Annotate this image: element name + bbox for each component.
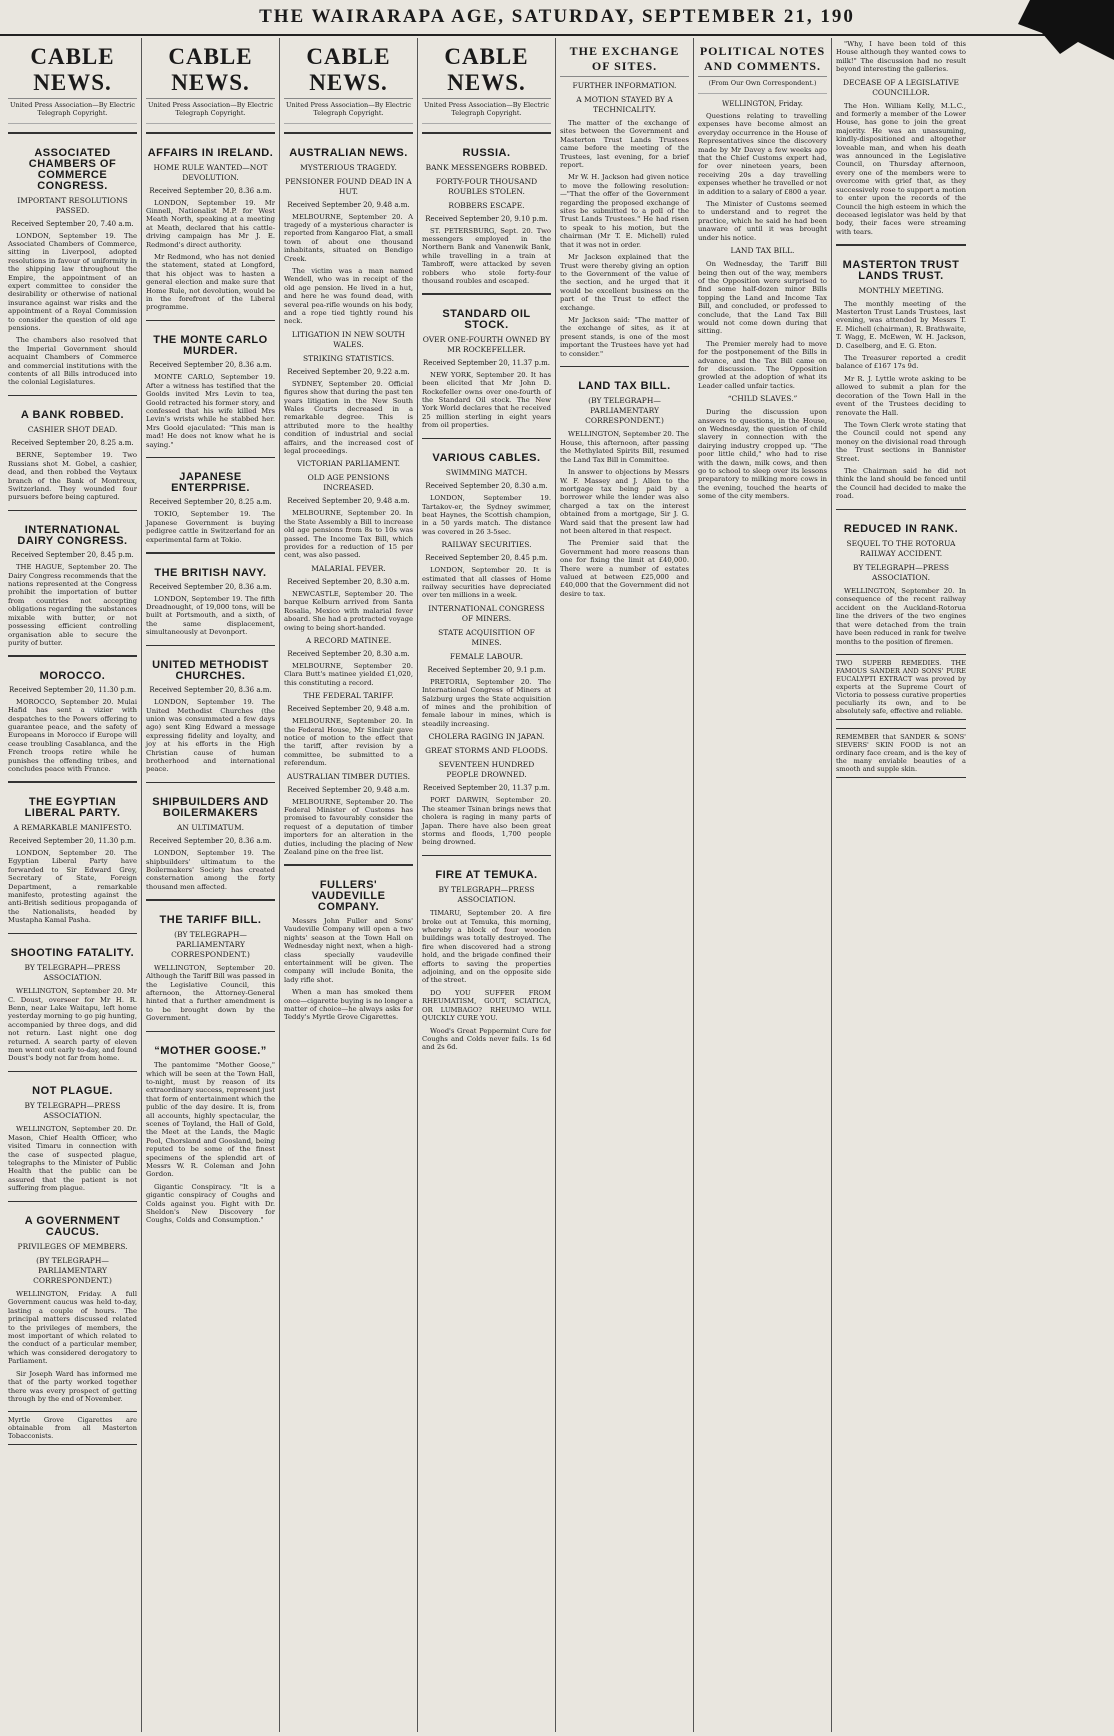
article-subheadline: DECEASE OF A LEGISLATIVE COUNCILLOR. <box>842 77 960 97</box>
article-paragraph: "Why, I have been told of this House although they wanted cows to milk!" The discussion had no result beyond interesting the galleries. <box>836 40 966 74</box>
article-paragraph: MONTE CARLO, September 19. After a witness has testified that the Goolds invited Mrs Levin to tea, Goold retracted his former story, and confessed that his wife killed Mrs Levin's wrists while he stabbed her. Mrs Goold ejaculated: "This man is mad! He does not know what he is saying." <box>146 373 275 449</box>
dateline: Received September 20, 9.48 a.m. <box>287 200 410 209</box>
section-rule <box>284 132 413 134</box>
article-subheadline: GREAT STORMS AND FLOODS. <box>425 746 548 756</box>
article-paragraph: WELLINGTON, September 20. Mr C. Doust, overseer for Mr H. R. Benn, near Lake Waitapu, left home yesterday morning to go pig hunting, accompanied by three dogs, and did not return. Last night one dog returned. A search party of eleven men went out early to-day, and found Doust's body not far from home. <box>8 987 137 1063</box>
dateline: Received September 20, 8.45 p.m. <box>11 551 134 560</box>
dateline: Received September 20, 9.48 a.m. <box>287 497 410 506</box>
section-rule <box>836 509 966 511</box>
article-subheadline: RAILWAY SECURITIES. <box>441 540 532 550</box>
section-rule <box>8 933 137 935</box>
article-paragraph: During the discussion upon answers to questions, in the House, on Wednesday, the question of child slavery in connection with the dairying industry cropped up. "The poor little child," who had to rise with the dawn, milk cows, and then go to school to sleep over its lessons preparatory to milking more cows in the evening, touched the hearts of some of the city members. <box>698 408 827 501</box>
dateline: Received September 20, 9.22 a.m. <box>287 367 410 376</box>
article-paragraph: THE HAGUE, September 20. The Dairy Congress recommends that the nations represented at the Congress prohibit the importation of butter from countries not accepting obligations regarding the substances mixable with butter, or not possessing efficient controlling organisation able to secure the purity of butter. <box>8 563 137 647</box>
dateline: Received September 20, 8.30 a.m. <box>425 482 548 491</box>
article-subheadline: A MOTION STAYED BY A TECHNICALITY. <box>576 95 673 114</box>
column-heading: THE EXCHANGE OF SITES. <box>560 38 689 77</box>
article-paragraph: Wood's Great Peppermint Cure for Coughs and Colds never fails. 1s 6d and 2s 6d. <box>422 1026 551 1052</box>
dateline: Received September 20, 8.36 a.m. <box>149 582 272 591</box>
article-paragraph: Mr Jackson explained that the Trust were thereby giving an option to the Government of the value of the section, and he urged that it would be excellent business on the part of the Trust to effect the exchange. <box>560 253 689 312</box>
section-rule <box>560 366 689 368</box>
dateline: WELLINGTON, Friday. <box>722 100 803 108</box>
article-paragraph: The Premier merely had to move for the postponement of the Bills in advance, and the Tax Bill came on for discussion. The Opposition growled at the adoption of what its Leader called unfair tactics. <box>698 339 827 390</box>
article-headline: A GOVERNMENT CAUCUS. <box>24 1215 121 1239</box>
masthead: THE WAIRARAPA AGE, SATURDAY, SEPTEMBER 21, 190 <box>0 0 1114 36</box>
article-paragraph: The Treasurer reported a credit balance of £167 17s 9d. <box>836 354 966 371</box>
article-paragraph: The Premier said that the Government had more reasons than one for fixing the limit at £40,000. There were a number of estates valued at between £25,000 and £40,000 that the Government did not desire to tax. <box>560 539 689 598</box>
article-subheadline: A RECORD MATINEE. <box>305 635 392 645</box>
advertisement: Myrtle Grove Cigarettes are obtainable from all Masterton Tobacconists. <box>8 1411 137 1445</box>
column-3 <box>280 38 418 1732</box>
section-rule <box>146 782 275 784</box>
section-rule <box>146 1031 275 1033</box>
column-heading: CABLE NEWS. <box>422 38 551 99</box>
article-paragraph: MOROCCO, September 20. Mulai Hafid has sent a vizier with despatches to the Powers offering to guarantee peace, and the safety of Europeans in Morocco if Europe will cease troubling Casablanca, and the French troops retire while he punishes the offending tribes, and concludes peace with France. <box>8 697 137 774</box>
article-subheadline: SEVENTEEN HUNDRED PEOPLE DROWNED. <box>438 760 535 780</box>
article-paragraph: MELBOURNE, September 20. Clara Butt's matinee yielded £1,020, this constituting a record. <box>284 661 413 687</box>
article-paragraph: WELLINGTON, September 20. The House, this afternoon, after passing the Methylated Spirits Bill, resumed the Land Tax Bill in Committee. <box>560 430 689 464</box>
article-paragraph: LONDON, September 19. The Associated Chambers of Commerce, sitting in Liverpool, adopted resolutions in favour of uniformity in the shipping law throughout the Empire, the appointment of an expert committee to consider the desirability or otherwise of national insurance against war risks and the appointment of a Royal Commission to consider the question of old age pensions. <box>8 231 137 332</box>
article-subheadline: SWIMMING MATCH. <box>445 468 528 478</box>
column-6 <box>694 38 832 1732</box>
article-paragraph: LONDON, September 19. Tartakov-er, the Sydney swimmer, beat Haynes, the Scottish champion, in a 50 yards match. The distance was covered in 26 3-5sec. <box>422 494 551 536</box>
article-subheadline: BY TELEGRAPH—PRESS ASSOCIATION. <box>24 963 121 983</box>
article-paragraph: Mr R. J. Lyttle wrote asking to be allowed to submit a plan for the decoration of the Town Hall in the event of the Trustees deciding to renovate the Hall. <box>836 374 966 417</box>
article-paragraph: LONDON, September 19. The United Methodist Churches (the union was consummated a few days ago) sent King Edward a message expressing fidelity and loyalty, and joy at his efforts in the High Christian cause of human brotherhood and international peace. <box>146 698 275 774</box>
article-paragraph: PORT DARWIN, September 20. The steamer Tsinan brings news that cholera is raging in many parts of Japan. There have also been great storms and floods, 1,700 people being drowned. <box>422 796 551 847</box>
article-subheadline: BY TELEGRAPH—PRESS ASSOCIATION. <box>852 563 950 583</box>
article-paragraph: LONDON, September 19. The shipbuilders' ultimatum to the Boilermakers' Society has created consternation among the forty thousand men affected. <box>146 849 275 891</box>
article-paragraph: The victim was a man named Wendell, who was in receipt of the old age pension. He lived in a hut, and here he was found dead, with several pea-rifle wounds on his body, and a rope tied tightly round his neck. <box>284 266 413 326</box>
article-subheadline: A REMARKABLE MANIFESTO. <box>13 822 132 832</box>
article-headline: FULLERS' VAUDEVILLE COMPANY. <box>311 878 386 913</box>
dateline: Received September 20, 9.48 a.m. <box>287 705 410 714</box>
section-rule <box>8 781 137 783</box>
article-paragraph: TOKIO, September 19. The Japanese Government is buying pedigree cattle in Switzerland for an experimental farm at Tokio. <box>146 510 275 544</box>
article-subheadline: IMPORTANT RESOLUTIONS PASSED. <box>17 195 128 215</box>
article-headline: REDUCED IN RANK. <box>843 523 959 536</box>
dateline: Received September 20, 11.30 p.m. <box>9 685 136 694</box>
article-paragraph: LONDON, September 19. The fifth Dreadnought, of 19,000 tons, will be built at Portsmouth, and a sixth, of the same displacement, simultaneously at Devonport. <box>146 594 275 637</box>
column-subheading: United Press Association—By Electric Telegraph Copyright. <box>284 99 413 124</box>
section-rule <box>422 438 551 440</box>
article-headline: INTERNATIONAL DAIRY CONGRESS. <box>17 524 128 548</box>
article-subheadline: (BY TELEGRAPH—PARLIAMENTARY CORRESPONDENT.) <box>585 396 664 426</box>
article-paragraph: When a man has smoked them once—cigarette buying is no longer a matter of choice—he always asks for Teddy's Myrtle Grove Cigarettes. <box>284 988 413 1022</box>
article-subheadline: PRIVILEGES OF MEMBERS. <box>17 1242 128 1252</box>
dateline: Received September 20, 11.30 p.m. <box>9 836 136 845</box>
section-rule <box>8 132 137 134</box>
section-rule <box>146 645 275 647</box>
section-rule <box>8 510 137 512</box>
article-paragraph: The chambers also resolved that the Imperial Government should acquaint Chambers of Commerce and commercial institutions with the contents of all Bills introduced into the colonial Legislatures. <box>8 336 137 387</box>
article-paragraph: Mr Jackson said: "The matter of the exchange of sites, as it at present stands, is one of the most important the Trustees have yet had to consider." <box>560 315 689 358</box>
section-rule <box>284 864 413 866</box>
article-paragraph: NEWCASTLE, September 20. The barque Kelburn arrived from Santa Rosalia, Mexico with malarial fever aboard. She had a protracted voyage owing to being short-handed. <box>284 589 413 632</box>
article-subheadline: MYSTERIOUS TRAGEDY. <box>300 162 397 172</box>
article-subheadline: ROBBERS ESCAPE. <box>448 200 525 210</box>
section-rule <box>146 457 275 459</box>
column-heading: CABLE NEWS. <box>284 38 413 99</box>
dateline: Received September 20, 9.10 p.m. <box>425 214 548 223</box>
article-subheadline: FORTY-FOUR THOUSAND ROUBLES STOLEN. <box>435 176 538 196</box>
article-subheadline: BANK MESSENGERS ROBBED. <box>425 162 548 172</box>
article-paragraph: Gigantic Conspiracy. "It is a gigantic conspiracy of Coughs and Colds against you. Fight with Dr. Sheldon's New Discovery for Coughs, Colds and Consumption." <box>146 1182 275 1225</box>
article-subheadline: OLD AGE PENSIONS INCREASED. <box>307 473 390 493</box>
column-4 <box>418 38 556 1732</box>
article-paragraph: The Hon. William Kelly, M.L.C., and formerly a member of the Lower House, has gone to join the great majority. He was an unassuming, kindly-dispositioned and altogether loveable man, and when his death was announced in the Legislative Council, on Thursday afternoon, every one of the members were to overcome with grief that, as they successively rose to support a motion to enter upon the records of the Council the high esteem in which the deceased legislator was held by that body, their faces were streaming with tears. <box>836 101 966 236</box>
section-rule <box>146 552 275 554</box>
column-subheading: United Press Association—By Electric Telegraph Copyright. <box>8 99 137 124</box>
article-subheadline: SEQUEL TO THE ROTORUA RAILWAY ACCIDENT. <box>846 539 956 559</box>
article-headline: ASSOCIATED CHAMBERS OF COMMERCE CONGRESS. <box>28 146 117 192</box>
article-paragraph: MELBOURNE, September 20. In the State Assembly a Bill to increase old age pensions from 8s to 10s was passed. The Income Tax Bill, which provides for a reduction of 15 per cent, was also passed. <box>284 509 413 560</box>
article-subheadline: BY TELEGRAPH—PRESS ASSOCIATION. <box>24 1101 121 1121</box>
column-2 <box>142 38 280 1732</box>
article-paragraph: LONDON, September 20. The Egyptian Liberal Party have forwarded to Sir Edward Grey, Secretary of State, Foreign Department, a remarkable manifesto, protesting against the anti-British seditious propaganda of the Nationalists, headed by Mustapha Kamal Pasha. <box>8 848 137 925</box>
column-heading: POLITICAL NOTES AND COMMENTS. <box>698 38 827 77</box>
article-headline: MASTERTON TRUST LANDS TRUST. <box>842 258 960 282</box>
article-headline: SHOOTING FATALITY. <box>10 947 135 960</box>
article-subheadline: (BY TELEGRAPH—PARLIAMENTARY CORRESPONDENT.) <box>33 1256 112 1286</box>
article-subheadline: THE FEDERAL TARIFF. <box>303 691 394 701</box>
section-rule <box>146 899 275 901</box>
article-headline: FIRE AT TEMUKA. <box>435 869 538 882</box>
article-subheadline: “CHILD SLAVES.” <box>727 394 798 404</box>
dateline: Received September 20, 11.37 p.m. <box>423 784 550 793</box>
advertisement: TWO SUPERB REMEDIES. THE FAMOUS SANDER AND SONS' PURE EUCALYPTI EXTRACT was proved by experts at the Supreme Court of Victoria to possess curative properties peculiarly its own, and to be absolutely safe, effective and reliable. <box>836 654 966 720</box>
section-rule <box>422 293 551 295</box>
article-headline: NOT PLAGUE. <box>32 1085 113 1098</box>
section-rule <box>422 855 551 857</box>
article-paragraph: WELLINGTON, September 20. In consequence of the recent railway accident on the Auckland-Rotorua line the drivers of the two engines that were detached from the train have been reduced in rank for twelve months to the position of firemen. <box>836 587 966 646</box>
article-headline: LAND TAX BILL. <box>578 380 671 393</box>
article-headline: SHIPBUILDERS AND BOILERMAKERS <box>152 796 269 820</box>
article-headline: UNITED METHODIST CHURCHES. <box>152 659 269 683</box>
article-paragraph: PRETORIA, September 20. The International Congress of Miners at Salzburg urges the State acquisition of mines and the prohibition of female labour in mines, which is steadily increasing. <box>422 677 551 728</box>
article-subheadline: OVER ONE-FOURTH OWNED BY MR ROCKEFELLER. <box>422 334 551 354</box>
article-paragraph: BERNE, September 19. Two Russians shot M. Gobel, a cashier, dead, and then robbed the Veytaux branch of the Bank of Montreux, Switzerland. They wounded four pursuers before being captured. <box>8 451 137 502</box>
article-headline: MOROCCO. <box>39 669 106 682</box>
article-headline: THE EGYPTIAN LIBERAL PARTY. <box>24 795 121 819</box>
article-headline: VARIOUS CABLES. <box>432 452 541 465</box>
article-paragraph: The Chairman said he did not think the land should be fenced until the Council had decided to make the road. <box>836 466 966 501</box>
dateline: Received September 20, 7.40 a.m. <box>11 219 134 228</box>
section-rule <box>8 1201 137 1203</box>
article-paragraph: MELBOURNE, September 20. A tragedy of a mysterious character is reported from Kangaroo Flat, a small town of about one thousand inhabitants, situated on Bendigo Creek. <box>284 212 413 263</box>
article-headline: THE TARIFF BILL. <box>159 913 262 926</box>
article-headline: AFFAIRS IN IRELAND. <box>147 146 274 159</box>
article-headline: RUSSIA. <box>462 146 511 159</box>
article-subheadline: MALARIAL FEVER. <box>311 563 386 573</box>
article-headline: “MOTHER GOOSE.” <box>154 1045 267 1058</box>
article-paragraph: MELBOURNE, September 20. In the Federal House, Mr Sinclair gave notice of motion to the effect that the tariff, after revision by a committee, be submitted to a referendum. <box>284 717 413 768</box>
dateline: Received September 20, 8.36 a.m. <box>149 686 272 695</box>
column-heading: CABLE NEWS. <box>8 38 137 99</box>
article-paragraph: MELBOURNE, September 20. The Federal Minister of Customs has promised to favourably consider the request of a deputation of timber importers for an alteration in the duties, including the placing of New Zealand pine on the free list. <box>284 797 413 856</box>
article-headline: JAPANESE ENTERPRISE. <box>171 471 250 495</box>
column-subheading: (From Our Own Correspondent.) <box>698 77 827 94</box>
article-paragraph: In answer to objections by Messrs W. F. Massey and J. Allen to the mortgage tax being paid by a borrower while the lender was also charged a tax on the interest obtained from a mortgage, Sir J. G. Ward said that the present law had not been altered in that respect. <box>560 468 689 535</box>
dateline: Received September 20, 8.36 a.m. <box>149 837 272 846</box>
article-paragraph: ST. PETERSBURG, Sept. 20. Two messengers employed in the Northern Bank and Vanenwik Bank, while travelling in a train at Tambroff, were attacked by seven robbers who stole forty-four thousand roubles and escaped. <box>422 226 551 285</box>
column-7 <box>832 38 970 1732</box>
dateline: Received September 20, 8.30 a.m. <box>287 577 410 586</box>
dateline: Received September 20, 8.36 a.m. <box>149 361 272 370</box>
article-paragraph: Mr W. H. Jackson had given notice to move the following resolution:—"That the offer of the Government regarding the proposed exchange of sites be submitted to a poll of the Trust Lands Trustees." He had risen to speak to his motion, but the chairman (Mr T. E. Michell) ruled that it was not in order. <box>560 173 689 249</box>
dateline: Received September 20, 8.45 p.m. <box>425 554 548 563</box>
section-rule <box>836 244 966 246</box>
article-subheadline: INTERNATIONAL CONGRESS OF MINERS. <box>428 603 545 623</box>
article-paragraph: Messrs John Fuller and Sons' Vaudeville Company will open a two nights' season at the Town Hall on Wednesday night next, when a high-class specially vaudeville entertainment will be given. The company will include Bonita, the lady rifle shot. <box>284 916 413 984</box>
article-subheadline: LAND TAX BILL. <box>730 246 795 256</box>
article-paragraph: The Minister of Customs seemed to understand and to regret the practice, which he said he had been unaware of until it was brought under his notice. <box>698 200 827 242</box>
dateline: Received September 20, 9.48 a.m. <box>287 785 410 794</box>
article-paragraph: The matter of the exchange of sites between the Government and Masterton Trust Lands Trustees came before the meeting of the Trustees, last evening, for a brief report. <box>560 119 689 170</box>
article-headline: A BANK ROBBED. <box>20 409 125 422</box>
article-paragraph: The monthly meeting of the Masterton Trust Lands Trustees, last evening, was attended by Messrs T. E. Michell (chairman), R. Brathwaite, T. Wagg, E. McEwen, W. H. Jackson, D. Caselberg, and E. G. Eton. <box>836 299 966 350</box>
section-rule <box>422 132 551 134</box>
dateline: Received September 20, 8.25 a.m. <box>11 439 134 448</box>
section-rule <box>146 320 275 322</box>
article-paragraph: Sir Joseph Ward has informed me that of the party worked together there was every prospect of getting through by the end of November. <box>8 1369 137 1403</box>
dateline: Received September 20, 9.1 p.m. <box>427 665 546 674</box>
column-1 <box>4 38 142 1732</box>
article-paragraph: WELLINGTON, September 20. Although the Tariff Bill was passed in the Legislative Council, this afternoon, the Attorney-General hinted that a further amendment is to be brought down by the Government. <box>146 963 275 1023</box>
article-subheadline: AUSTRALIAN TIMBER DUTIES. <box>287 771 410 781</box>
dateline: Received September 20, 11.37 p.m. <box>423 358 550 367</box>
article-headline: THE BRITISH NAVY. <box>154 566 267 579</box>
article-headline: AUSTRALIAN NEWS. <box>289 146 408 159</box>
article-paragraph: LONDON, September 19. Mr Ginnell, Nationalist M.P. for West Meath North, speaking at a meeting at Meath, declared that his cattle-driving campaign has Mr J. E. Redmond's direct authority. <box>146 198 275 249</box>
column-subheading: United Press Association—By Electric Telegraph Copyright. <box>146 99 275 124</box>
article-paragraph: Questions relating to travelling expenses have become almost an everyday occurrence in the House of Representatives since the discovery made by Mr Davey a few weeks ago that the Chief Customs expert had, for over nineteen years, been receiving 20s a day travelling expenses whether he travelled or not in addition to a salary of £800 a year. <box>698 112 827 196</box>
article-subheadline: CHOLERA RAGING IN JAPAN. <box>428 732 545 742</box>
article-headline: STANDARD OIL STOCK. <box>442 307 531 331</box>
article-paragraph: SYDNEY, September 20. Official figures show that during the past ten years litigation in the New South Wales Courts decreased in a remarkable degree. This is attributed more to the healthy condition of industrial and social affairs, and the increased cost of legal proceedings. <box>284 379 413 456</box>
dateline: Received September 20, 8.30 a.m. <box>287 649 410 658</box>
dateline: Received September 20, 8.36 a.m. <box>149 186 272 195</box>
article-subheadline: (BY TELEGRAPH—PARLIAMENTARY CORRESPONDENT.) <box>171 929 250 959</box>
article-paragraph: The pantomime "Mother Goose," which will be seen at the Town Hall, to-night, must by reason of its extraordinary success, represent just that form of entertainment which the public of the day desire. It is, from all accounts, highly spectacular, the scenes of Toyland, the Hall of Gold, the Meet at the Lands, the Magic Pool, Chorsland and Goosland, being reputed to be some of the finest specimens of the splendid art of Messrs W. R. Coleman and John Gordon. <box>146 1061 275 1179</box>
article-paragraph: Mr Redmond, who has not denied the statement, stated at Longford, that his object was to hasten a general election and make sure that Home Rule, not devolution, would be in the forefront of the Liberal programme. <box>146 252 275 312</box>
article-subheadline: PENSIONER FOUND DEAD IN A HUT. <box>285 176 412 196</box>
section-rule <box>8 1071 137 1073</box>
article-subheadline: STATE ACQUISITION OF MINES. <box>438 627 535 647</box>
column-5 <box>556 38 694 1732</box>
article-paragraph: The Town Clerk wrote stating that the Council could not spend any money on the divisional road through the Trust sections in Bannister Street. <box>836 420 966 463</box>
article-subheadline: FEMALE LABOUR. <box>449 651 524 661</box>
advertisement: REMEMBER that SANDER & SONS' SIEVERS' SKIN FOOD is not an ordinary face cream, and is the key of the many enviable beauties of a smooth and supple skin. <box>836 728 966 778</box>
article-headline: THE MONTE CARLO MURDER. <box>153 334 268 358</box>
article-paragraph: WELLINGTON, Friday. A full Government caucus was held to-day, lasting a couple of hours. The principal matters discussed related to the privileges of members, the most important of which related to the conduct of a particular member, which was considered derogatory to Parliament. <box>8 1290 137 1366</box>
article-subheadline: STRIKING STATISTICS. <box>302 353 395 363</box>
article-paragraph: NEW YORK, September 20. It has been elicited that Mr John D. Rockefeller owns over one-fourth of the Standard Oil stock. The New York World declares that he received 25 million sterling in eight years from oil properties. <box>422 370 551 430</box>
section-rule <box>8 655 137 657</box>
dateline: Received September 20, 8.25 a.m. <box>149 498 272 507</box>
article-paragraph: TIMARU, September 20. A fire broke out at Temuka, this morning, whereby a block of four wooden buildings was totally destroyed. The fire when discovered had a strong hold, and the brigade confined their efforts to saving the properties adjoining, and on the opposite side of the street. <box>422 909 551 985</box>
section-rule <box>8 395 137 397</box>
column-heading: CABLE NEWS. <box>146 38 275 99</box>
article-subheadline: HOME RULE WANTED—NOT DEVOLUTION. <box>153 162 268 182</box>
article-paragraph: LONDON, September 20. It is estimated that all classes of Home railway securities have depreciated over ten millions in a week. <box>422 566 551 600</box>
article-subheadline: BY TELEGRAPH—PRESS ASSOCIATION. <box>438 885 535 905</box>
article-paragraph: DO YOU SUFFER FROM RHEUMATISM, GOUT, SCIATICA, OR LUMBAGO? RHEUMO WILL QUICKLY CURE YOU. <box>422 988 551 1023</box>
article-subheadline: CASHIER SHOT DEAD. <box>27 425 118 435</box>
article-subheadline: VICTORIAN PARLIAMENT. <box>296 459 401 469</box>
columns <box>4 38 1110 1732</box>
article-subheadline: LITIGATION IN NEW SOUTH WALES. <box>291 329 406 349</box>
article-subheadline: AN ULTIMATUM. <box>176 823 245 833</box>
article-paragraph: WELLINGTON, September 20. Dr. Mason, Chief Health Officer, who visited Timaru in connection with the case of suspected plague, telegraphs to the Minister of Public Health that the public can be assured that the patient is not suffering from plague. <box>8 1125 137 1193</box>
article-subheadline: MONTHLY MEETING. <box>858 285 944 295</box>
article-subheadline: FURTHER INFORMATION. <box>572 81 677 90</box>
column-subheading: United Press Association—By Electric Telegraph Copyright. <box>422 99 551 124</box>
article-paragraph: On Wednesday, the Tariff Bill being then out of the way, members of the Opposition were surprised to find some half-dozen minor Bills topping the Land and Income Tax Bill, and concluded, or professed to conclude, that the Land Tax Bill would not come down during that sitting. <box>698 260 827 336</box>
section-rule <box>146 132 275 134</box>
